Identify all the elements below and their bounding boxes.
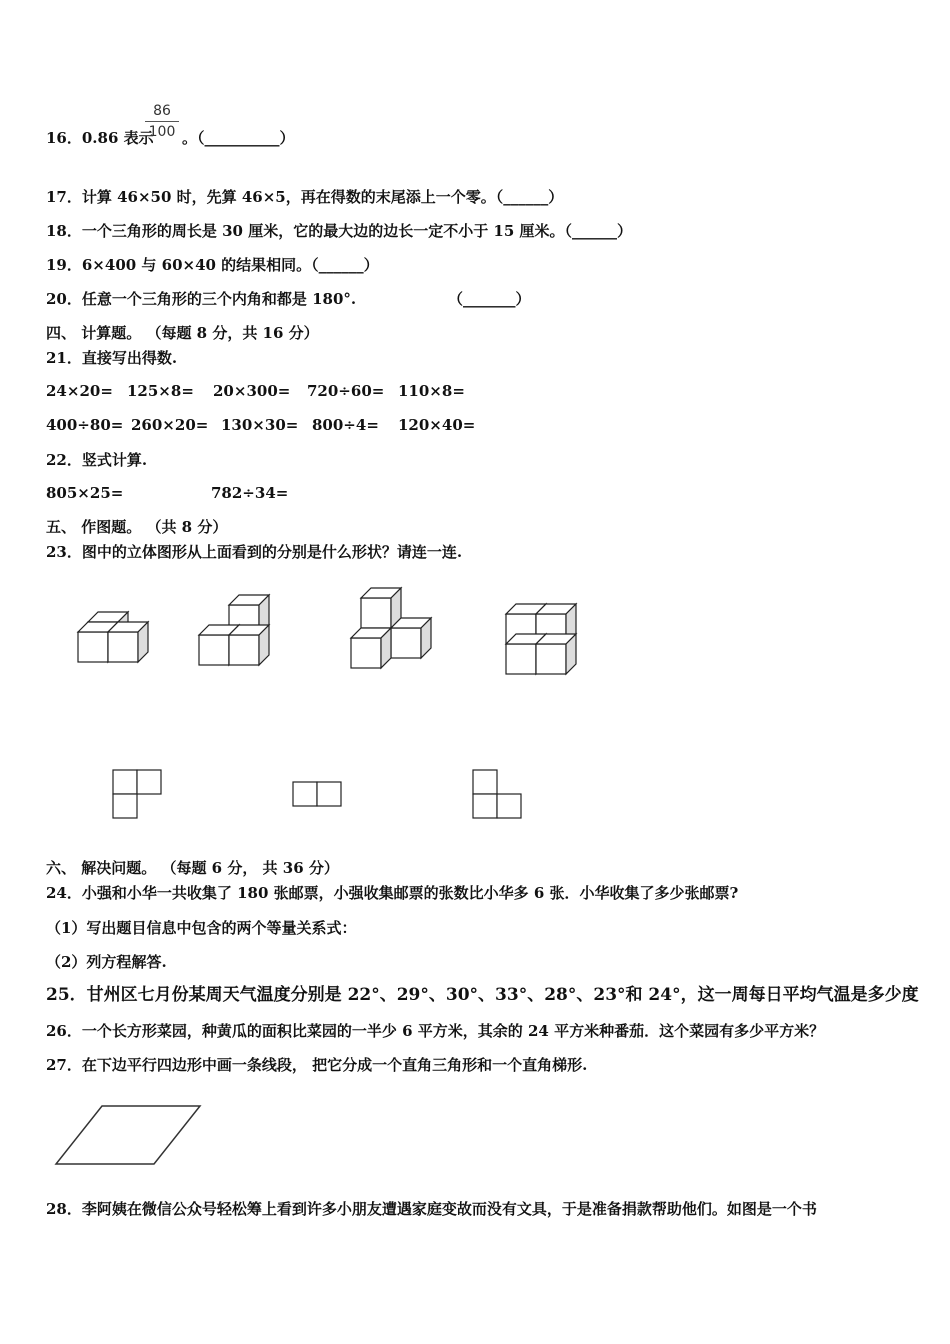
vertical-calc-item: 782÷34=: [211, 484, 289, 502]
section-4-heading: 四、 计算题。 （每题 8 分，共 16 分）: [46, 324, 319, 342]
section-5-heading: 五、 作图题。 （共 8 分）: [46, 518, 228, 536]
top-view-2: [293, 782, 341, 806]
calc-item: 720÷60=: [307, 382, 385, 400]
cube-figure-1: [78, 612, 148, 662]
top-view-shapes: [113, 770, 521, 818]
calc-item: 110×8=: [398, 382, 465, 400]
question-22: 22．竖式计算.: [46, 451, 148, 469]
calc-item: 260×20=: [131, 416, 209, 434]
cube-figure-3: [351, 588, 431, 668]
question-25: 25．甘州区七月份某周天气温度分别是 22°、29°、30°、33°、28°、23°和 24°，这一周每日平均气温是多少度: [46, 985, 919, 1005]
calc-item: 800÷4=: [312, 416, 379, 434]
question-18: 18．一个三角形的周长是 30 厘米，它的最大边的边长一定不小于 15 厘米。（______）: [46, 222, 633, 240]
calc-item: 24×20=: [46, 382, 113, 400]
cube-figures: [0, 580, 950, 880]
question-28: 28．李阿姨在微信公众号轻松筹上看到许多小朋友遭遇家庭变故而没有文具，于是准备捐款帮助他们。如图是一个书: [46, 1200, 817, 1218]
cube-figure-2: [199, 595, 269, 665]
top-view-1: [113, 770, 161, 818]
question-19: 19．6×400 与 60×40 的结果相同。（______）: [46, 256, 379, 274]
question-26: 26．一个长方形菜园，种黄瓜的面积比菜园的一半少 6 平方米，其余的 24 平方米种番茄．这个菜园有多少平方米？: [46, 1022, 825, 1040]
question-16: [46, 128, 154, 148]
question-24-part-1: （1）写出题目信息中包含的两个等量关系式：: [46, 919, 357, 937]
q20-blank: （_______）: [448, 290, 531, 308]
calc-item: 400÷80=: [46, 416, 124, 434]
fraction-bar: [145, 121, 179, 122]
question-17: 17．计算 46×50 时，先算 46×5，再在得数的末尾添上一个零。（______）: [46, 188, 564, 206]
question-27: 27．在下边平行四边形中画一条线段， 把它分成一个直角三角形和一个直角梯形.: [46, 1056, 588, 1074]
vertical-calc-item: 805×25=: [46, 484, 124, 502]
calc-item: 20×300=: [213, 382, 291, 400]
section-6-heading: 六、 解决问题。 （每题 6 分， 共 36 分）: [46, 859, 339, 877]
calc-item: 120×40=: [398, 416, 476, 434]
question-24-part-2: （2）列方程解答.: [46, 953, 167, 971]
fraction-numerator: 86: [153, 103, 171, 119]
fraction-denominator: 100: [148, 124, 176, 140]
fraction-86-100: [145, 103, 179, 140]
question-24: 24．小强和小华一共收集了 180 张邮票，小强收集邮票的张数比小华多 6 张．小华收集了多少张邮票?: [46, 884, 739, 902]
cube-figure-4: [506, 604, 576, 674]
q16-suffix: 。（__________）: [182, 129, 295, 147]
calc-item: 130×30=: [221, 416, 299, 434]
q20-text: 20．任意一个三角形的三个内角和都是 180°.: [46, 290, 357, 308]
question-20: [46, 289, 356, 309]
calc-item: 125×8=: [127, 382, 194, 400]
q16-prefix: 16．0.86 表示: [46, 129, 154, 147]
question-23: 23．图中的立体图形从上面看到的分别是什么形状？请连一连.: [46, 543, 463, 561]
question-21: 21．直接写出得数.: [46, 349, 178, 367]
top-view-3: [473, 770, 521, 818]
parallelogram-figure: [50, 1098, 250, 1178]
